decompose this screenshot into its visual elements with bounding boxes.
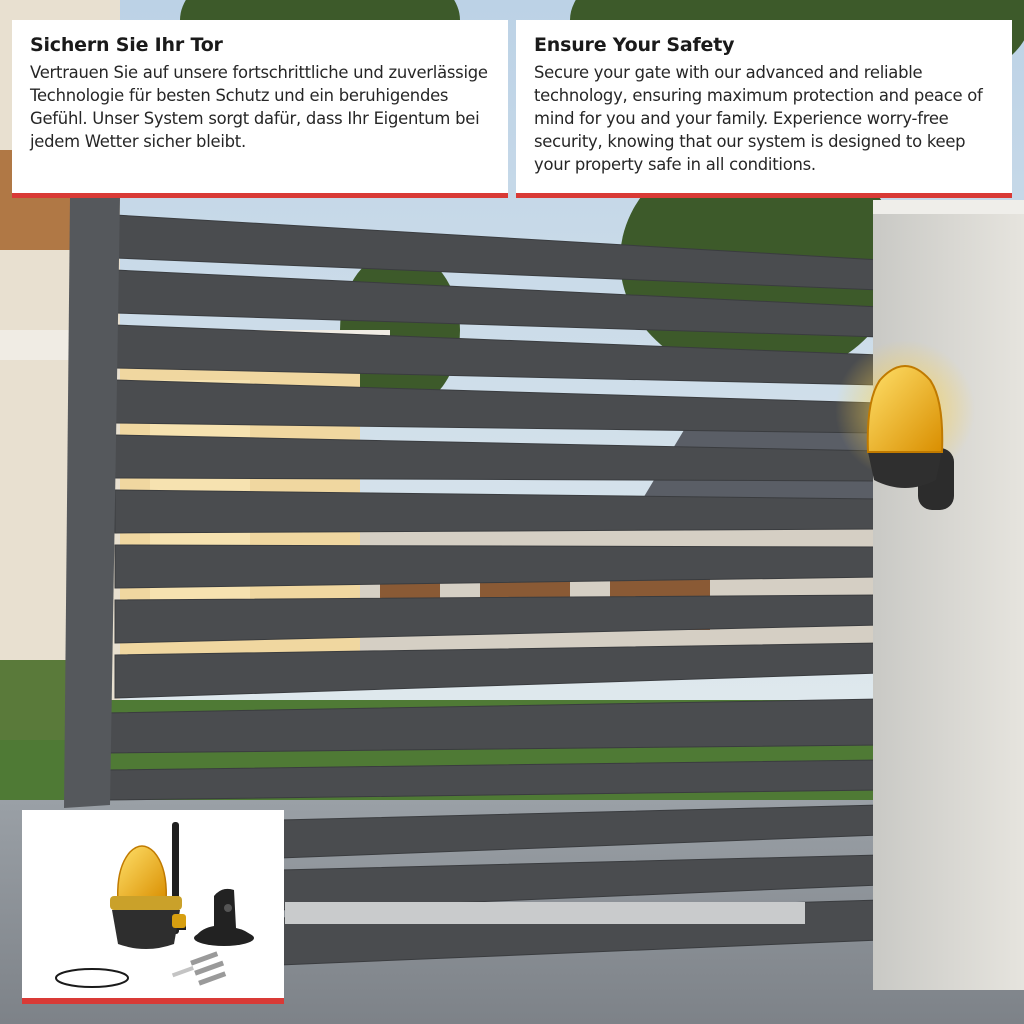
screws-icon bbox=[172, 951, 226, 985]
hedge bbox=[0, 660, 70, 740]
card-title: Sichern Sie Ihr Tor bbox=[30, 34, 223, 56]
card-body: Secure your gate with our advanced and reliable technology, ensuring maximum protection and peace of mind for you and your family. Experience worry-free security, knowing that our system is designed to keep your property safe in all conditions. bbox=[534, 63, 983, 174]
card-title: Ensure Your Safety bbox=[534, 34, 735, 56]
product-kit-illustration bbox=[22, 810, 284, 998]
info-card-german bbox=[12, 20, 508, 198]
card-body: Vertrauen Sie auf unsere fortschrittliche und zuverlässige Technologie für besten Schutz und ein beruhigendes Gefühl. Unser System sorgt dafür, dass Ihr Eigentum bei jedem Wetter sicher bleibt. bbox=[30, 63, 488, 151]
product-contents-inset bbox=[22, 810, 284, 1004]
info-card-english bbox=[516, 20, 1012, 198]
gasket-ring-icon bbox=[56, 969, 128, 987]
mounting-bracket-icon bbox=[194, 889, 254, 946]
gear-rack bbox=[285, 902, 805, 924]
pillar bbox=[873, 200, 1024, 990]
